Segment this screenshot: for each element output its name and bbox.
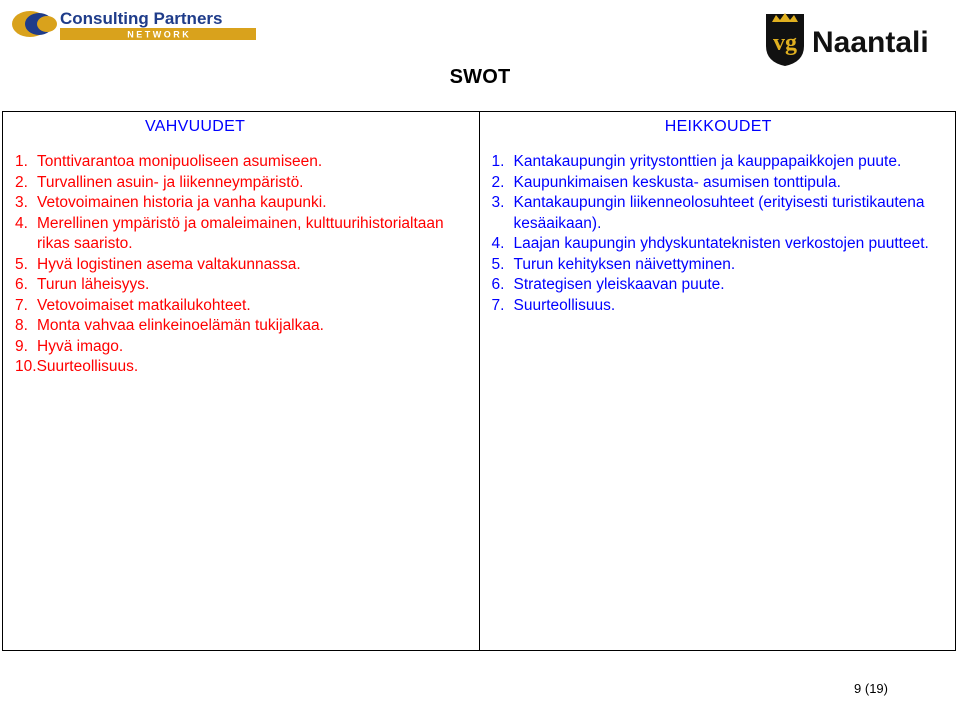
strengths-list <box>15 152 469 378</box>
item-number: 5. <box>491 255 505 273</box>
logo-swoosh-icon <box>37 16 57 32</box>
item-number: 6. <box>15 276 28 293</box>
item-number: 2. <box>491 173 505 191</box>
item-text: Vetovoimaiset matkailukohteet. <box>37 296 251 314</box>
item-number: 6. <box>491 276 505 293</box>
list-item <box>492 152 946 173</box>
item-text: Vetovoimainen historia ja vanha kaupunki. <box>37 194 327 211</box>
list-item <box>15 357 469 378</box>
strengths-column <box>3 112 479 650</box>
list-item <box>492 234 946 255</box>
list-item <box>15 275 469 296</box>
consulting-partners-logo <box>8 4 258 44</box>
item-number: 4. <box>491 235 505 252</box>
item-text: Kantakaupungin liikenneolosuhteet (erityisesti turistikautena kesäaikaan). <box>513 194 925 232</box>
list-item <box>15 152 469 173</box>
item-number: 3. <box>15 194 28 211</box>
emblem-letters: vg <box>773 30 797 56</box>
list-item <box>15 337 469 358</box>
item-text: Tonttivarantoa monipuoliseen asumiseen. <box>37 153 323 170</box>
list-item <box>492 275 946 296</box>
item-text: Turvallinen asuin- ja liikenneympäristö. <box>37 173 304 191</box>
item-number: 2. <box>15 173 28 191</box>
item-number: 5. <box>15 255 28 273</box>
list-item <box>15 173 469 194</box>
item-number: 10. <box>15 358 37 375</box>
item-text: Monta vahvaa elinkeinoelämän tukijalkaa. <box>37 317 324 334</box>
item-number: 3. <box>491 194 505 211</box>
item-text: Kaupunkimaisen keskusta- asumisen tonttipula. <box>513 173 841 191</box>
item-number: 1. <box>15 153 28 170</box>
logo-name: Consulting Partners <box>60 9 223 28</box>
swot-table <box>2 111 956 651</box>
naantali-logo <box>762 8 952 68</box>
list-item <box>492 193 946 234</box>
item-text: Turun läheisyys. <box>37 276 150 293</box>
logo-sub: N E T W O R K <box>127 29 189 40</box>
page-title: SWOT <box>449 66 511 88</box>
item-text: Kantakaupungin yritystonttien ja kauppapaikkojen puute. <box>513 153 902 170</box>
item-number: 4. <box>15 214 28 232</box>
item-number: 7. <box>15 296 28 314</box>
weaknesses-column <box>479 112 956 650</box>
item-text: Turun kehityksen näivettyminen. <box>513 255 736 273</box>
item-number: 8. <box>15 317 28 334</box>
item-number: 9. <box>15 337 28 355</box>
item-text: Suurteollisuus. <box>36 358 139 375</box>
item-text: Strategisen yleiskaavan puute. <box>513 276 725 293</box>
item-text: Hyvä imago. <box>37 337 124 355</box>
list-item <box>492 255 946 276</box>
weaknesses-list <box>492 152 946 316</box>
list-item <box>492 296 946 317</box>
strengths-heading: VAHVUUDET <box>145 118 246 135</box>
item-number: 7. <box>491 296 505 314</box>
item-text: Suurteollisuus. <box>513 296 616 314</box>
item-text: Merellinen ympäristö ja omaleimainen, kulttuurihistorialtaan rikas saaristo. <box>37 214 444 252</box>
item-number: 1. <box>491 153 505 170</box>
list-item <box>15 214 469 255</box>
list-item <box>15 296 469 317</box>
list-item <box>15 316 469 337</box>
list-item <box>15 193 469 214</box>
weaknesses-heading: HEIKKOUDET <box>664 118 772 135</box>
list-item <box>492 173 946 194</box>
list-item <box>15 255 469 276</box>
item-text: Laajan kaupungin yhdyskuntateknisten verkostojen puutteet. <box>513 235 929 252</box>
item-text: Hyvä logistinen asema valtakunnassa. <box>37 255 301 273</box>
naantali-wordmark: Naantali <box>812 26 929 59</box>
page-number: 9 (19) <box>854 681 888 696</box>
